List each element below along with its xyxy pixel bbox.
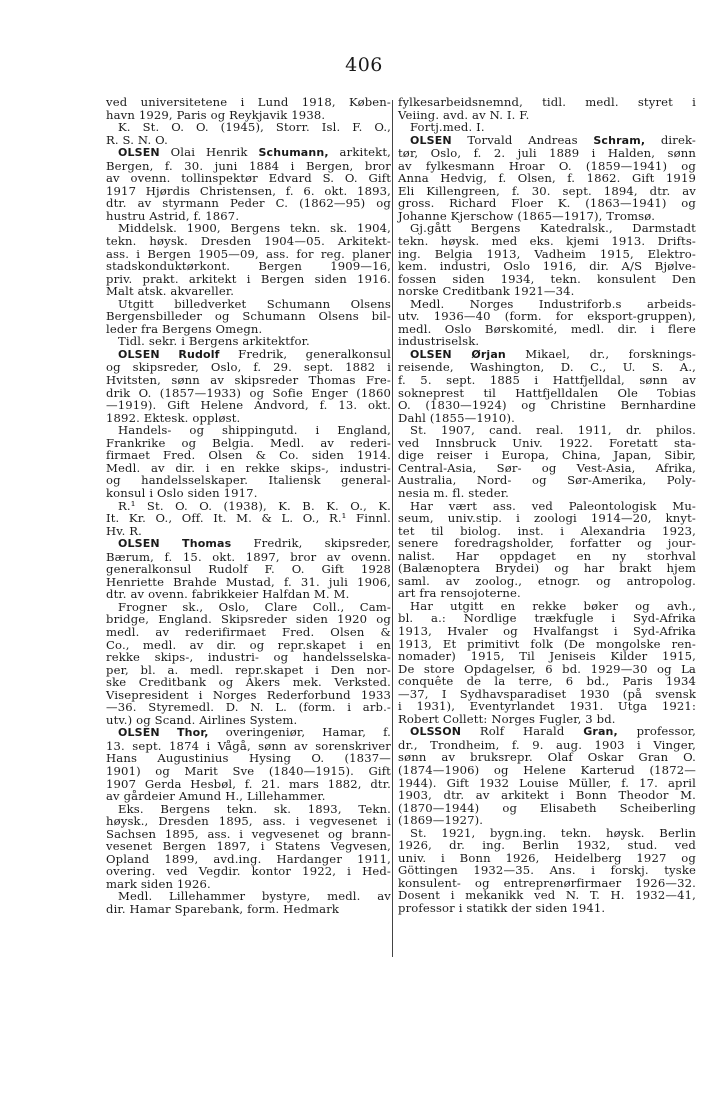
line-text: overingeniør, Hamar, f. bbox=[208, 725, 391, 740]
line-text: dtr. av ovenn. fabrikkeier Halfdan M. M. bbox=[106, 587, 350, 602]
line-text: (1870—1944) og Elisabeth Scheiberling bbox=[398, 800, 696, 815]
line-text: Fredrik, generalkonsul bbox=[219, 346, 391, 361]
line-text: (Balænoptera Brydei) og har brakt hjem bbox=[398, 561, 696, 576]
line-text-tail: direk- bbox=[645, 132, 696, 147]
line-text: industriselsk. bbox=[398, 334, 480, 349]
line-text: mark siden 1926. bbox=[106, 876, 211, 891]
line-text: ske Creditbank og Akers mek. Verksted. bbox=[106, 675, 391, 690]
line-text: Central-Asia, Sør- og Vest-Asia, Afrika, bbox=[398, 460, 696, 475]
line-text: art fra rensojoterne. bbox=[398, 586, 521, 601]
line-text: f. 5. sept. 1885 i Hattfjelldal, sønn av bbox=[398, 373, 696, 388]
line-text: seum, univ.stip. i zoologi 1914—20, knyt- bbox=[398, 511, 696, 526]
line-text: medl. Oslo Børskomité, medl. dir. i flere bbox=[398, 321, 696, 336]
line-text: —36. Styremedl. D. N. L. (form. i arb.- bbox=[106, 700, 391, 715]
text-line bbox=[398, 902, 696, 915]
line-text: konsul i Oslo siden 1917. bbox=[106, 485, 258, 500]
line-text: Tidl. sekr. i Bergens arkitektfor. bbox=[118, 334, 310, 349]
line-text: Robert Collett: Norges Fugler, 3 bd. bbox=[398, 711, 616, 726]
line-text: 1903, dtr. av arkitekt i Bonn Theodor M. bbox=[398, 788, 696, 803]
entry-heading-line bbox=[106, 537, 391, 551]
line-text: Visepresident i Norges Rederforbund 1933 bbox=[106, 687, 391, 702]
column-divider-rule bbox=[392, 100, 393, 957]
line-text: tør, Oslo, f. 2. juli 1889 i Halden, sønn bbox=[398, 146, 696, 161]
line-text: Fortj.med. I. bbox=[410, 120, 485, 135]
line-text: per, bl. a. medl. repr.skapet i Den nor- bbox=[106, 662, 391, 677]
line-text: Medl. Lillehammer bystyre, medl. av bbox=[118, 889, 391, 904]
line-text: nomader) 1915, Til Jeniseis Kilder 1915, bbox=[398, 649, 696, 664]
line-text: Göttingen 1932—35. Ans. i forskj. tyske bbox=[398, 863, 696, 878]
line-text: St. 1907, cand. real. 1911, dr. philos. bbox=[410, 423, 696, 438]
line-text: Dosent i mekanikk ved N. T. H. 1932—41, bbox=[398, 888, 696, 903]
line-text: De store Opdagelser, 6 bd. 1929—30 og La bbox=[398, 661, 696, 676]
line-text: generalkonsul Rudolf F. O. Gift 1928 bbox=[106, 562, 391, 577]
line-text: 1917 Hjørdis Christensen, f. 6. okt. 1893, bbox=[106, 183, 391, 198]
line-text: K. St. O. O. (1945), Storr. Isl. F. O., bbox=[118, 120, 391, 135]
entry-name-suffix: Schram, bbox=[593, 133, 646, 147]
line-text: av ovenn. tollinspektør Edvard S. O. Gift bbox=[106, 171, 391, 186]
line-text: professor i statikk der siden 1941. bbox=[398, 901, 606, 915]
line-text: senere foredragsholder, forfatter og jour- bbox=[398, 536, 696, 551]
line-text: hustru Astrid, f. 1867. bbox=[106, 208, 240, 223]
line-text-tail: professor, bbox=[617, 724, 697, 739]
line-text: Medl. Norges Industriforb.s arbeids- bbox=[410, 296, 696, 311]
line-text: Henriette Brahde Mustad, f. 31. juli 1906, bbox=[106, 574, 391, 589]
line-text: O. (1830—1924) og Christine Bernhardine bbox=[398, 398, 696, 413]
entry-heading-line bbox=[398, 348, 696, 362]
line-text: Opland 1899, avd.ing. Hardanger 1911, bbox=[106, 851, 391, 866]
line-text: ved Innsbruck Univ. 1922. Foretatt sta- bbox=[398, 435, 696, 450]
line-text: sønn av bruksrepr. Olaf Oskar Gran O. bbox=[398, 750, 696, 765]
line-text: Har vært ass. ved Paleontologisk Mu- bbox=[410, 498, 696, 513]
entry-name-suffix: Schumann, bbox=[258, 146, 329, 160]
line-text: R.¹ St. O. O. (1938), K. B. K. O., K. bbox=[118, 498, 391, 513]
scan-speck-marks bbox=[400, 0, 440, 14]
line-text: Australia, Nord- og Sør-Amerika, Poly- bbox=[398, 473, 696, 488]
line-text: 1913, Hvaler og Hvalfangst i Syd-Afrika bbox=[398, 623, 696, 638]
line-text: Bergen, f. 30. juni 1884 i Bergen, bror bbox=[106, 158, 391, 173]
line-text: reisende, Washington, D. C., U. S. A., bbox=[398, 360, 696, 375]
line-text: utv. 1936—40 (form. for eksport-gruppen), bbox=[398, 309, 696, 324]
line-text: havn 1929, Paris og Reykjavik 1938. bbox=[106, 107, 326, 122]
line-text: og handelsselskaper. Italiensk general- bbox=[106, 473, 391, 488]
line-text: dr., Trondheim, f. 9. aug. 1903 i Vinger, bbox=[398, 737, 696, 752]
line-text: nalist. Har oppdaget en ny storhval bbox=[398, 548, 696, 563]
line-text: fossen siden 1934, tekn. konsulent Den bbox=[398, 271, 696, 286]
line-text: ing. Belgia 1913, Vadheim 1915, Elektro- bbox=[398, 246, 696, 261]
line-text: 1901) og Marit Sve (1840—1915). Gift bbox=[106, 763, 391, 778]
line-text: Hv. R. bbox=[106, 523, 142, 538]
line-text: tet til biolog. inst. i Alexandria 1923, bbox=[398, 523, 696, 538]
entry-name: OLSEN Rudolf bbox=[118, 347, 220, 361]
line-text: Sachsen 1895, ass. i vegvesenet og brann- bbox=[106, 826, 391, 841]
line-text: ved universitetene i Lund 1918, Køben- bbox=[106, 95, 391, 109]
line-text: Eli Killengreen, f. 30. sept. 1894, dtr. av bbox=[398, 183, 696, 198]
line-text: og skipsreder, Oslo, f. 29. sept. 1882 i bbox=[106, 360, 391, 375]
line-text: Bærum, f. 15. okt. 1897, bror av ovenn. bbox=[106, 549, 391, 564]
entry-name: OLSEN bbox=[118, 146, 160, 160]
line-text: —1919). Gift Helene Andvord, f. 13. okt. bbox=[106, 398, 391, 413]
line-text: av fylkesmann Hroar O. (1859—1941) og bbox=[398, 158, 696, 173]
line-text: (1869—1927). bbox=[398, 813, 484, 828]
line-text: Malt atsk. akvareller. bbox=[106, 284, 235, 299]
line-text: overing. ved Vegdir. kontor 1922, i Hed- bbox=[106, 864, 391, 879]
line-text: vesenet Bergen 1897, i Statens Vegvesen, bbox=[106, 839, 391, 854]
line-text: —37, I Sydhavsparadiset 1930 (på svensk bbox=[398, 686, 696, 701]
entry-name-suffix: Gran, bbox=[583, 725, 618, 739]
line-text: 1913, Et primitivt folk (De mongolske ren- bbox=[398, 636, 696, 651]
line-text: Utgitt billedverket Schumann Olsens bbox=[118, 296, 391, 311]
line-text: av gårdeier Amund H., Lillehammer. bbox=[106, 789, 326, 804]
line-text: utv.) og Scand. Airlines System. bbox=[106, 712, 298, 727]
line-text: Frogner sk., Oslo, Clare Coll., Cam- bbox=[118, 599, 391, 614]
entry-name: OLSEN Ørjan bbox=[410, 347, 506, 361]
line-text: 1944). Gift 1932 Louise Müller, f. 17. april bbox=[398, 775, 696, 790]
line-text: Har utgitt en rekke bøker og avh., bbox=[410, 598, 696, 613]
text-line bbox=[106, 903, 391, 916]
line-text: Mikael, dr., forsknings- bbox=[505, 346, 696, 361]
line-text: Bergensbilleder og Schumann Olsens bil- bbox=[106, 309, 391, 324]
line-text: sokneprest til Hattfjelldalen Ole Tobias bbox=[398, 385, 696, 400]
line-text: saml. av zoolog., etnogr. og antropolog. bbox=[398, 573, 696, 588]
line-text: conquête de la terre, 6 bd., Paris 1934 bbox=[398, 674, 696, 689]
line-text: dige reiser i Europa, China, Japan, Sibir, bbox=[398, 448, 696, 463]
line-text: medl. av rederifirmaet Fred. Olsen & bbox=[106, 624, 391, 639]
line-text: fylkesarbeidsnemnd, tidl. medl. styret i bbox=[398, 95, 696, 109]
line-text: Veiing. avd. av N. I. F. bbox=[398, 107, 530, 122]
text-line bbox=[106, 512, 391, 525]
line-text: 1907 Gerda Hesbøl, f. 21. mars 1882, dtr. bbox=[106, 776, 391, 791]
entry-heading-line bbox=[106, 146, 391, 160]
line-text: drik O. (1857—1933) og Sofie Enger (1860 bbox=[106, 385, 391, 400]
line-text: norske Creditbank 1921—34. bbox=[398, 284, 575, 299]
line-text: nesia m. fl. steder. bbox=[398, 485, 510, 500]
entry-heading-line bbox=[398, 134, 696, 148]
line-text: priv. prakt. arkitekt i Bergen siden 1916. bbox=[106, 271, 391, 286]
line-text: ass. i Bergen 1905—09, ass. for reg. planer bbox=[106, 246, 391, 261]
line-text: R. S. N. O. bbox=[106, 132, 168, 147]
line-text: Co., medl. av dir. og repr.skapet i en bbox=[106, 637, 391, 652]
line-text: tekn. høysk. med eks. kjemi 1913. Drifts- bbox=[398, 234, 696, 249]
line-text: leder fra Bergens Omegn. bbox=[106, 321, 263, 336]
line-text: dir. Hamar Sparebank, form. Hedmark bbox=[106, 902, 340, 916]
line-text: Hans Augustinius Hysing O. (1837— bbox=[106, 751, 391, 766]
line-text: høysk., Dresden 1895, ass. i vegvesenet i bbox=[106, 814, 391, 829]
line-text: bridge, England. Skipsreder siden 1920 og bbox=[106, 612, 391, 627]
page-number: 406 bbox=[345, 54, 383, 76]
line-text: stadskonduktørkont. Bergen 1909—16, bbox=[106, 259, 391, 274]
entry-heading-line bbox=[106, 726, 391, 740]
line-text: univ. i Bonn 1926, Heidelberg 1927 og bbox=[398, 850, 696, 865]
entry-name: OLSSON bbox=[410, 725, 462, 739]
line-text: 1892. Ektesk. oppløst. bbox=[106, 410, 241, 425]
line-text: St. 1921, bygn.ing. tekn. høysk. Berlin bbox=[410, 825, 696, 840]
line-text: Fredrik, skipsreder, bbox=[231, 536, 391, 551]
line-text: rekke skips-, industri- og handelsselska- bbox=[106, 650, 391, 665]
line-text: Olai Henrik bbox=[159, 145, 259, 160]
line-text: Johanne Kjerschow (1865—1917), Tromsø. bbox=[398, 208, 656, 223]
line-text: konsulent- og entreprenørfirmaer 1926—32. bbox=[398, 875, 696, 890]
entry-name: OLSEN Thomas bbox=[118, 537, 232, 551]
entry-name: OLSEN Thor, bbox=[118, 726, 209, 740]
line-text: Middelsk. 1900, Bergens tekn. sk. 1904, bbox=[118, 221, 391, 236]
entry-heading-line bbox=[398, 725, 696, 739]
line-text: kem. industri, Oslo 1916, dir. A/S Bjølve- bbox=[398, 259, 696, 274]
line-text: 1926, dr. ing. Berlin 1932, stud. ved bbox=[398, 838, 696, 853]
line-text: bl. a.: Nordlige trækfugle i Syd-Afrika bbox=[398, 611, 696, 626]
line-text: Hvitsten, sønn av skipsreder Thomas Fre- bbox=[106, 373, 391, 388]
entry-heading-line bbox=[106, 348, 391, 362]
line-text: Dahl (1855—1910). bbox=[398, 410, 515, 425]
line-text-tail: arkitekt, bbox=[328, 145, 391, 160]
line-text: dtr. av styrmann Peder C. (1862—95) og bbox=[106, 196, 391, 211]
line-text: firmaet Fred. Olsen & Co. siden 1914. bbox=[106, 448, 391, 463]
line-text: tekn. høysk. Dresden 1904—05. Arkitekt- bbox=[106, 234, 391, 249]
line-text: 13. sept. 1874 i Vågå, sønn av sorenskriver bbox=[106, 738, 391, 753]
line-text: Torvald Andreas bbox=[451, 132, 594, 147]
right-text-column bbox=[398, 96, 696, 915]
line-text: Handels- og shippingutd. i England, bbox=[118, 423, 391, 438]
left-text-column bbox=[106, 96, 391, 916]
line-text: Anna Hedvig, f. Olsen, f. 1862. Gift 1919 bbox=[398, 171, 696, 186]
line-text: i 1931), Eventyrlandet 1931. Utga 1921: bbox=[398, 699, 696, 714]
line-text: Frankrike og Belgia. Medl. av rederi- bbox=[106, 435, 391, 450]
line-text: (1874—1906) og Helene Karterud (1872— bbox=[398, 762, 696, 777]
line-text: Rolf Harald bbox=[461, 724, 584, 739]
line-text: It. Kr. O., Off. It. M. & L. O., R.¹ Finnl. bbox=[106, 511, 391, 526]
line-text: gross. Richard Floer K. (1863—1941) og bbox=[398, 196, 696, 211]
entry-name: OLSEN bbox=[410, 133, 452, 147]
line-text: Eks. Bergens tekn. sk. 1893, Tekn. bbox=[118, 801, 391, 816]
line-text: Gj.gått Bergens Katedralsk., Darmstadt bbox=[410, 221, 696, 236]
line-text: Medl. av dir. i en rekke skips-, industri- bbox=[106, 460, 391, 475]
